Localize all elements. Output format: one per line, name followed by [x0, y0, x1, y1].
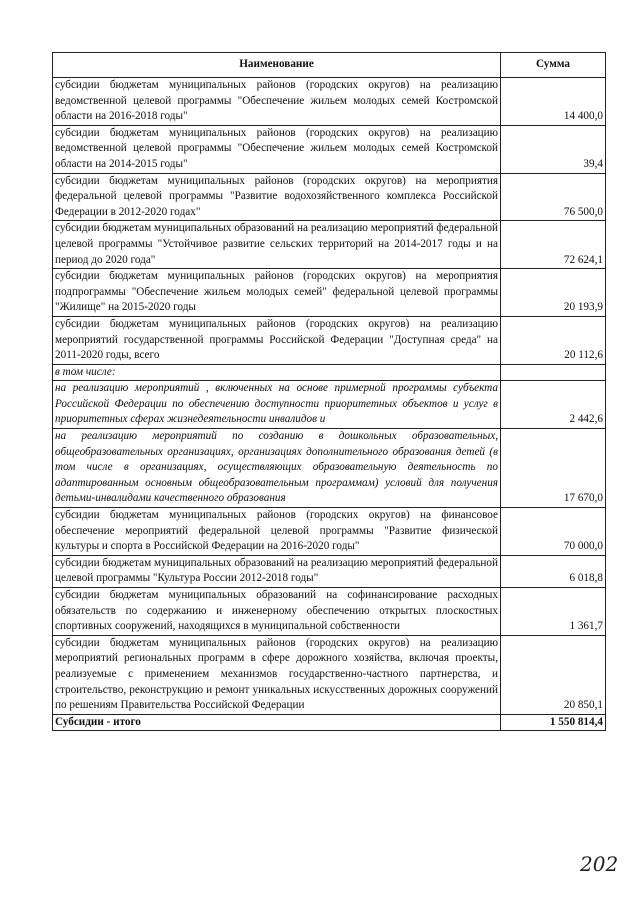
row-name: субсидии бюджетам муниципальных образований на софинансирование расходных обязательств по содержанию и инженерному обеспечению открытых плоскостных спортивных сооружений, находящихся в муниципальной собственности — [53, 588, 501, 636]
row-name: субсидии бюджетам муниципальных районов (городских округов) на мероприятия подпрограммы "Обеспечение жильем молодых семей" федеральной целевой программы "Жилище" на 2015-2020 годы — [53, 269, 501, 317]
column-header-sum: Сумма — [501, 53, 606, 78]
row-name: субсидии бюджетам муниципальных районов (городских округов) на реализацию мероприятий региональных программ в сфере дорожного хозяйства, включая проекты, реализуемые с применением механизмов государственно-частного партнерства, и строительство, реконструкцию и ремонт уникальных искусственных дорожных сооружений по решениям Правительства Российской Федерации — [53, 635, 501, 714]
table-row — [53, 221, 606, 269]
table-row — [53, 173, 606, 221]
table-row — [53, 508, 606, 556]
row-name: на реализацию мероприятий , включенных на основе примерной программы субъекта Российской Федерации по обеспечению доступности приоритетных объектов и услуг в приоритетных сферах жизнедеятельности инвалидов и — [53, 381, 501, 429]
table-row — [53, 555, 606, 587]
row-sum: 72 624,1 — [501, 221, 606, 269]
budget-table — [52, 52, 606, 731]
row-sum: 1 361,7 — [501, 588, 606, 636]
row-name: субсидии бюджетам муниципальных районов (городских округов) на реализацию ведомственной целевой программы "Обеспечение жильем молодых семей Костромской области на 2014-2015 годы" — [53, 125, 501, 173]
handwritten-page-number: 202 — [580, 852, 619, 876]
table-row — [53, 635, 606, 714]
table-total-row — [53, 714, 606, 731]
row-sum: 76 500,0 — [501, 173, 606, 221]
table-row — [53, 269, 606, 317]
table-row-subheading — [53, 364, 606, 381]
row-sum: 20 112,6 — [501, 316, 606, 364]
row-name: субсидии бюджетам муниципальных районов (городских округов) на финансовое обеспечение мероприятий федеральной целевой программы "Развитие физической культуры и спорта в Российской Федерации на 2016-2020 годы" — [53, 508, 501, 556]
row-name: на реализацию мероприятий по созданию в дошкольных образовательных, общеобразовательных организациях, организациях дополнительного образования детей (в том числе в организациях, осуществляющих образовательную деятельность по адаптированным основным общеобразовательным программам) условий для получения детьми-инвалидами качественного образования — [53, 429, 501, 508]
row-name: субсидии бюджетам муниципальных районов (городских округов) на реализацию мероприятий государственной программы Российской Федерации "Доступная среда" на 2011-2020 годы, всего — [53, 316, 501, 364]
row-sum — [501, 364, 606, 381]
row-name: субсидии бюджетам муниципальных образований на реализацию мероприятий федеральной целевой программы "Культура России 2012-2018 годы" — [53, 555, 501, 587]
row-name: субсидии бюджетам муниципальных районов (городских округов) на мероприятия федеральной целевой программы "Развитие водохозяйственного комплекса Российской Федерации в 2012-2020 годах" — [53, 173, 501, 221]
row-sum: 6 018,8 — [501, 555, 606, 587]
table-row — [53, 125, 606, 173]
row-sum: 20 193,9 — [501, 269, 606, 317]
total-label: Субсидии - итого — [53, 714, 501, 731]
row-name: субсидии бюджетам муниципальных образований на реализацию мероприятий федеральной целевой программы "Устойчивое развитие сельских территорий на 2014-2017 годы и на период до 2020 года" — [53, 221, 501, 269]
row-sum: 70 000,0 — [501, 508, 606, 556]
row-sum: 14 400,0 — [501, 78, 606, 126]
total-sum: 1 550 814,4 — [501, 714, 606, 731]
row-sum: 17 670,0 — [501, 429, 606, 508]
row-sum: 20 850,1 — [501, 635, 606, 714]
row-name: в том числе: — [53, 364, 501, 381]
row-sum: 39,4 — [501, 125, 606, 173]
row-name: субсидии бюджетам муниципальных районов (городских округов) на реализацию ведомственной целевой программы "Обеспечение жильем молодых семей Костромской области на 2016-2018 годы" — [53, 78, 501, 126]
table-row — [53, 316, 606, 364]
column-header-name: Наименование — [53, 53, 501, 78]
table-header-row — [53, 53, 606, 78]
row-sum: 2 442,6 — [501, 381, 606, 429]
table-row — [53, 429, 606, 508]
table-row — [53, 381, 606, 429]
table-row — [53, 588, 606, 636]
table-row — [53, 78, 606, 126]
